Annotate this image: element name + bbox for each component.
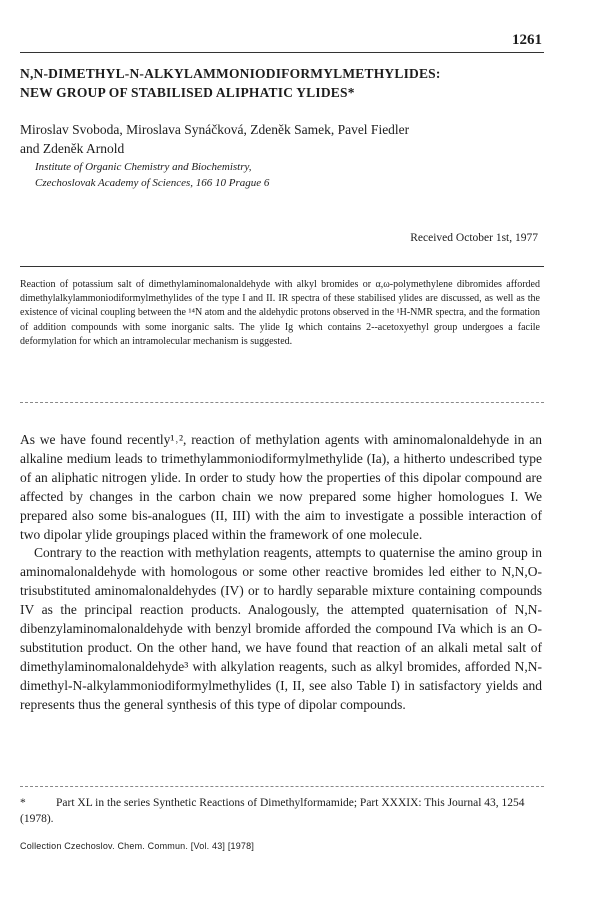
affiliation-line: Czechoslovak Academy of Sciences, 166 10 Prague 6 <box>35 177 270 189</box>
affiliation <box>35 159 555 191</box>
authors-line: and Zdeněk Arnold <box>20 141 125 156</box>
received-date: Received October 1st, 1977 <box>410 232 538 244</box>
title-line: N,N-DIMETHYL-N-ALKYLAMMONIODIFORMYLMETHYLIDES: <box>20 66 441 81</box>
footnote-text: Part XL in the series Synthetic Reactions of Dimethylformamide; Part XXXIX: This Journal 43, 1254 (1978). <box>20 797 525 825</box>
paragraph: As we have found recently¹˒², reaction of methylation agents with aminomalonaldehyde in an alkaline medium leads to trimethylammoniodiformylmethylide (Ia), a hitherto undescribed type of an aliphatic nitrogen ylide. In order to study how the properties of this dipolar compound are affected by changes in the carbon chain we now prepared some higher homologues I. We prepared also some bis-analogues (II, III) with the aim to investigate a possible interaction of two dipolar ylide groupings placed within the framework of one molecule. <box>20 432 542 542</box>
header-rule <box>20 52 544 53</box>
body-text <box>20 431 542 715</box>
footnote <box>20 795 542 827</box>
affiliation-line: Institute of Organic Chemistry and Biochemistry, <box>35 161 252 173</box>
title-line: NEW GROUP OF STABILISED ALIPHATIC YLIDES* <box>20 85 355 100</box>
abstract-bottom-rule <box>20 402 544 403</box>
author-list <box>20 120 560 158</box>
footnote-mark: * <box>20 797 26 809</box>
journal-footer: Collection Czechoslov. Chem. Commun. [Vol. 43] [1978] <box>20 841 255 851</box>
article-title <box>20 64 560 102</box>
abstract-top-rule <box>20 266 544 267</box>
page-number: 1261 <box>512 32 542 48</box>
footnote-rule <box>20 786 544 787</box>
paragraph: Contrary to the reaction with methylation reagents, attempts to quaternise the amino group in aminomalonaldehyde with homologous or some other reactive bromides led either to N,N,O-trisubstituted aminomalonaldehydes (IV) or to hardly separable mixture containing compounds IV as the principal reaction products. Analogously, the attempted quaternisation of N,N-dibenzylaminomalonaldehyde with benzyl bromide afforded the compound IVa which is an O-substitution product. On the other hand, we have found that reaction of an alkali metal salt of dimethylaminomalonaldehyde³ with alkylation reagents, such as alkyl bromides, afforded N,N-dimethyl-N-alkylammoniodiformylmethylides (I, II, see also Table I) in satisfactory yields and represents thus the general synthesis of this type of dipolar compounds. <box>20 545 542 712</box>
abstract: Reaction of potassium salt of dimethylaminomalonaldehyde with alkyl bromides or α,ω-polymethylene dibromides afforded dimethylalkylammoniodiformylmethylides of the type I and II. IR spectra of these stabilised ylides are discussed, as well as the existence of vicinal coupling between the ¹⁴N atom and the aldehydic protons observed in the ¹H-NMR spectra, and the formation of addition compounds with some inorganic salts. The ylide Ig which contains 2--acetoxyethyl group undergoes a facile deformylation for which an intramolecular mechanism is suggested. <box>20 279 540 347</box>
authors-line: Miroslav Svoboda, Miroslava Synáčková, Zdeněk Samek, Pavel Fiedler <box>20 122 410 137</box>
